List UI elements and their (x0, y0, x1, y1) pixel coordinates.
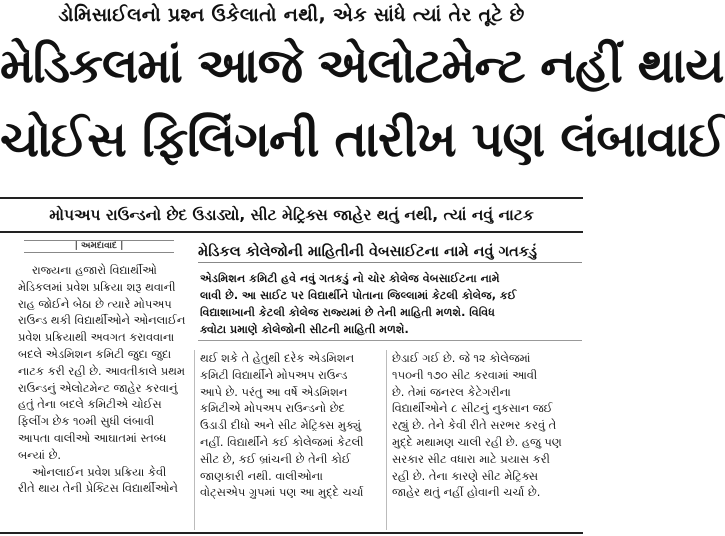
text-line: રાહ જોઈને બેઠા છે ત્યારે મોપઅપ (18, 296, 172, 311)
text-line: મુદ્દે મથામણ ચાલી રહી છે. હજુ પણ (392, 434, 562, 449)
text-line: પ્રવેશ પ્રક્રિયાથી અવગત કરાવવાના (18, 330, 175, 345)
article-kicker: ડોમિસાઈલનો પ્રશ્ન ઉકેલાતો નથી, એક સાંધે ત્યાં તેર તૂટે છે (58, 4, 525, 26)
column-divider (194, 350, 195, 530)
text-line: બન્યાં છે. (18, 447, 62, 462)
inset-body (200, 270, 578, 338)
headline-line-2: ચોઈસ ફિલિંગની તારીખ પણ લંબાવાઈ (0, 111, 725, 168)
inset-line: વિદ્યાશાખાની કેટલી કોલેજ રાજ્યમાં છે તેની માહિતી મળશે. વિવિધ (200, 306, 495, 319)
dateline: | અમદાવાદ | (24, 240, 174, 253)
column-divider (386, 350, 387, 530)
inset-line: ક્વોટા પ્રમાણે કોલેજોની સીટની માહિતી મળશે. (200, 323, 409, 336)
bottom-rule (0, 532, 583, 534)
inset-line: લાવી છે. આ સાઈટ પર વિદ્યાર્થીને પોતાના જિલ્લામાં કેટલી કોલેજ, કઈ (200, 289, 517, 302)
text-line: બદલે એડમિશન કમિટી જુદા જુદા (18, 346, 172, 361)
column-3 (392, 350, 580, 501)
inset-title: મેડિકલ કોલેજોની માહિતીની વેબસાઈટના નામે નવું ગતકડું (198, 242, 582, 263)
text-line: આપે છે. પરંતુ આ વર્ષે એડમિશન (200, 384, 348, 399)
text-line: નહીં. વિદ્યાર્થીને કઈ કોલેજમાં કેટલી (200, 434, 364, 449)
text-line: કમિટીએ મોપઅપ રાઉન્ડનો છેદ (200, 401, 345, 416)
text-line: આપતા વાલીઓ આઘાતમાં સ્તબ્ધ (18, 430, 167, 445)
subheadline: મોપઅપ રાઉન્ડનો છેદ ઉડાડ્યો, સીટ મેટ્રિક્સ જાહેર થતું નથી, ત્યાં નવું નાટક (0, 197, 583, 233)
text-line: છે. તેમાં જનરલ કેટેગરીના (392, 384, 511, 399)
inset-line: એડમિશન કમિટી હવે નવું ગતકડું નો ચોર કોલેજ વેબસાઈટના નામે (200, 272, 500, 285)
text-line: રહ્યું છે. તેને કેવી રીતે સરભર કરવું તે (392, 418, 557, 433)
text-line: કમિટી વિદ્યાર્થીને મોપઅપ રાઉન્ડ (200, 367, 348, 382)
text-line: રાઉન્ડ થકી વિદ્યાર્થીઓને ઓનલાઈન (18, 313, 186, 328)
text-line: વોટ્સએપ ગ્રુપમાં પણ આ મુદ્દે ચર્ચા (200, 485, 364, 500)
text-line: નાટક કરી રહી છે. આવતીકાલે પ્રથમ (18, 363, 185, 378)
column-2 (200, 350, 380, 501)
text-line: મેડિકલમાં પ્રવેશ પ્રક્રિયા શરૂ થવાની (18, 279, 176, 294)
text-line: રહી છે. તેના કારણે સીટ મેટ્રિક્સ (392, 468, 539, 483)
text-line: જાણકારી નથી. વાલીઓના (200, 468, 323, 483)
text-line: ૧૫૦ની ૧૭૦ સીટ કરવામાં આવી (392, 367, 538, 382)
text-line: રીતે થાય તેની પ્રેક્ટિસ વિદ્યાર્થીઓને (18, 481, 178, 496)
text-line: રાઉન્ડનું એલોટમેન્ટ જાહેર કરવાનું (18, 380, 178, 395)
text-line: છેડાઈ ગઈ છે. જે ૧૨ કોલેજમાં (392, 351, 531, 365)
headline-line-1: મેડિકલમાં આજે એલોટમેન્ટ નહીં થાય (0, 38, 724, 94)
column-1 (18, 262, 190, 497)
text-line: વિદ્યાર્થીઓને ૮ સીટનું નુકસાન જઈ (392, 401, 553, 416)
text-line: ફિલીંગ છેક ૧૦મી સુધી લંબાવી (18, 414, 155, 429)
text-line: સીટ છે, કઈ બ્રાંચની છે તેની કોઈ (200, 451, 351, 466)
text-line: ઉડાડી દીધો અને સીટ મેટ્રિક્સ મુક્યું (200, 418, 362, 433)
text-line: હતું તેના બદલે કમિટીએ ચોઈસ (18, 397, 162, 412)
text-line: સરકાર સીટ વધારા માટે પ્રયાસ કરી (392, 451, 550, 466)
text-line: જાહેર થતું નહીં હોવાની ચર્ચા છે. (392, 485, 541, 500)
text-line: થઈ શકે તે હેતુથી દરેક એડમિશન (200, 351, 355, 365)
inset-divider (198, 340, 582, 341)
text-line: રાજ્યના હજારો વિદ્યાર્થીઓ (32, 263, 157, 277)
text-line: ઓનલાઈન પ્રવેશ પ્રક્રિયા કેવી (32, 464, 167, 479)
